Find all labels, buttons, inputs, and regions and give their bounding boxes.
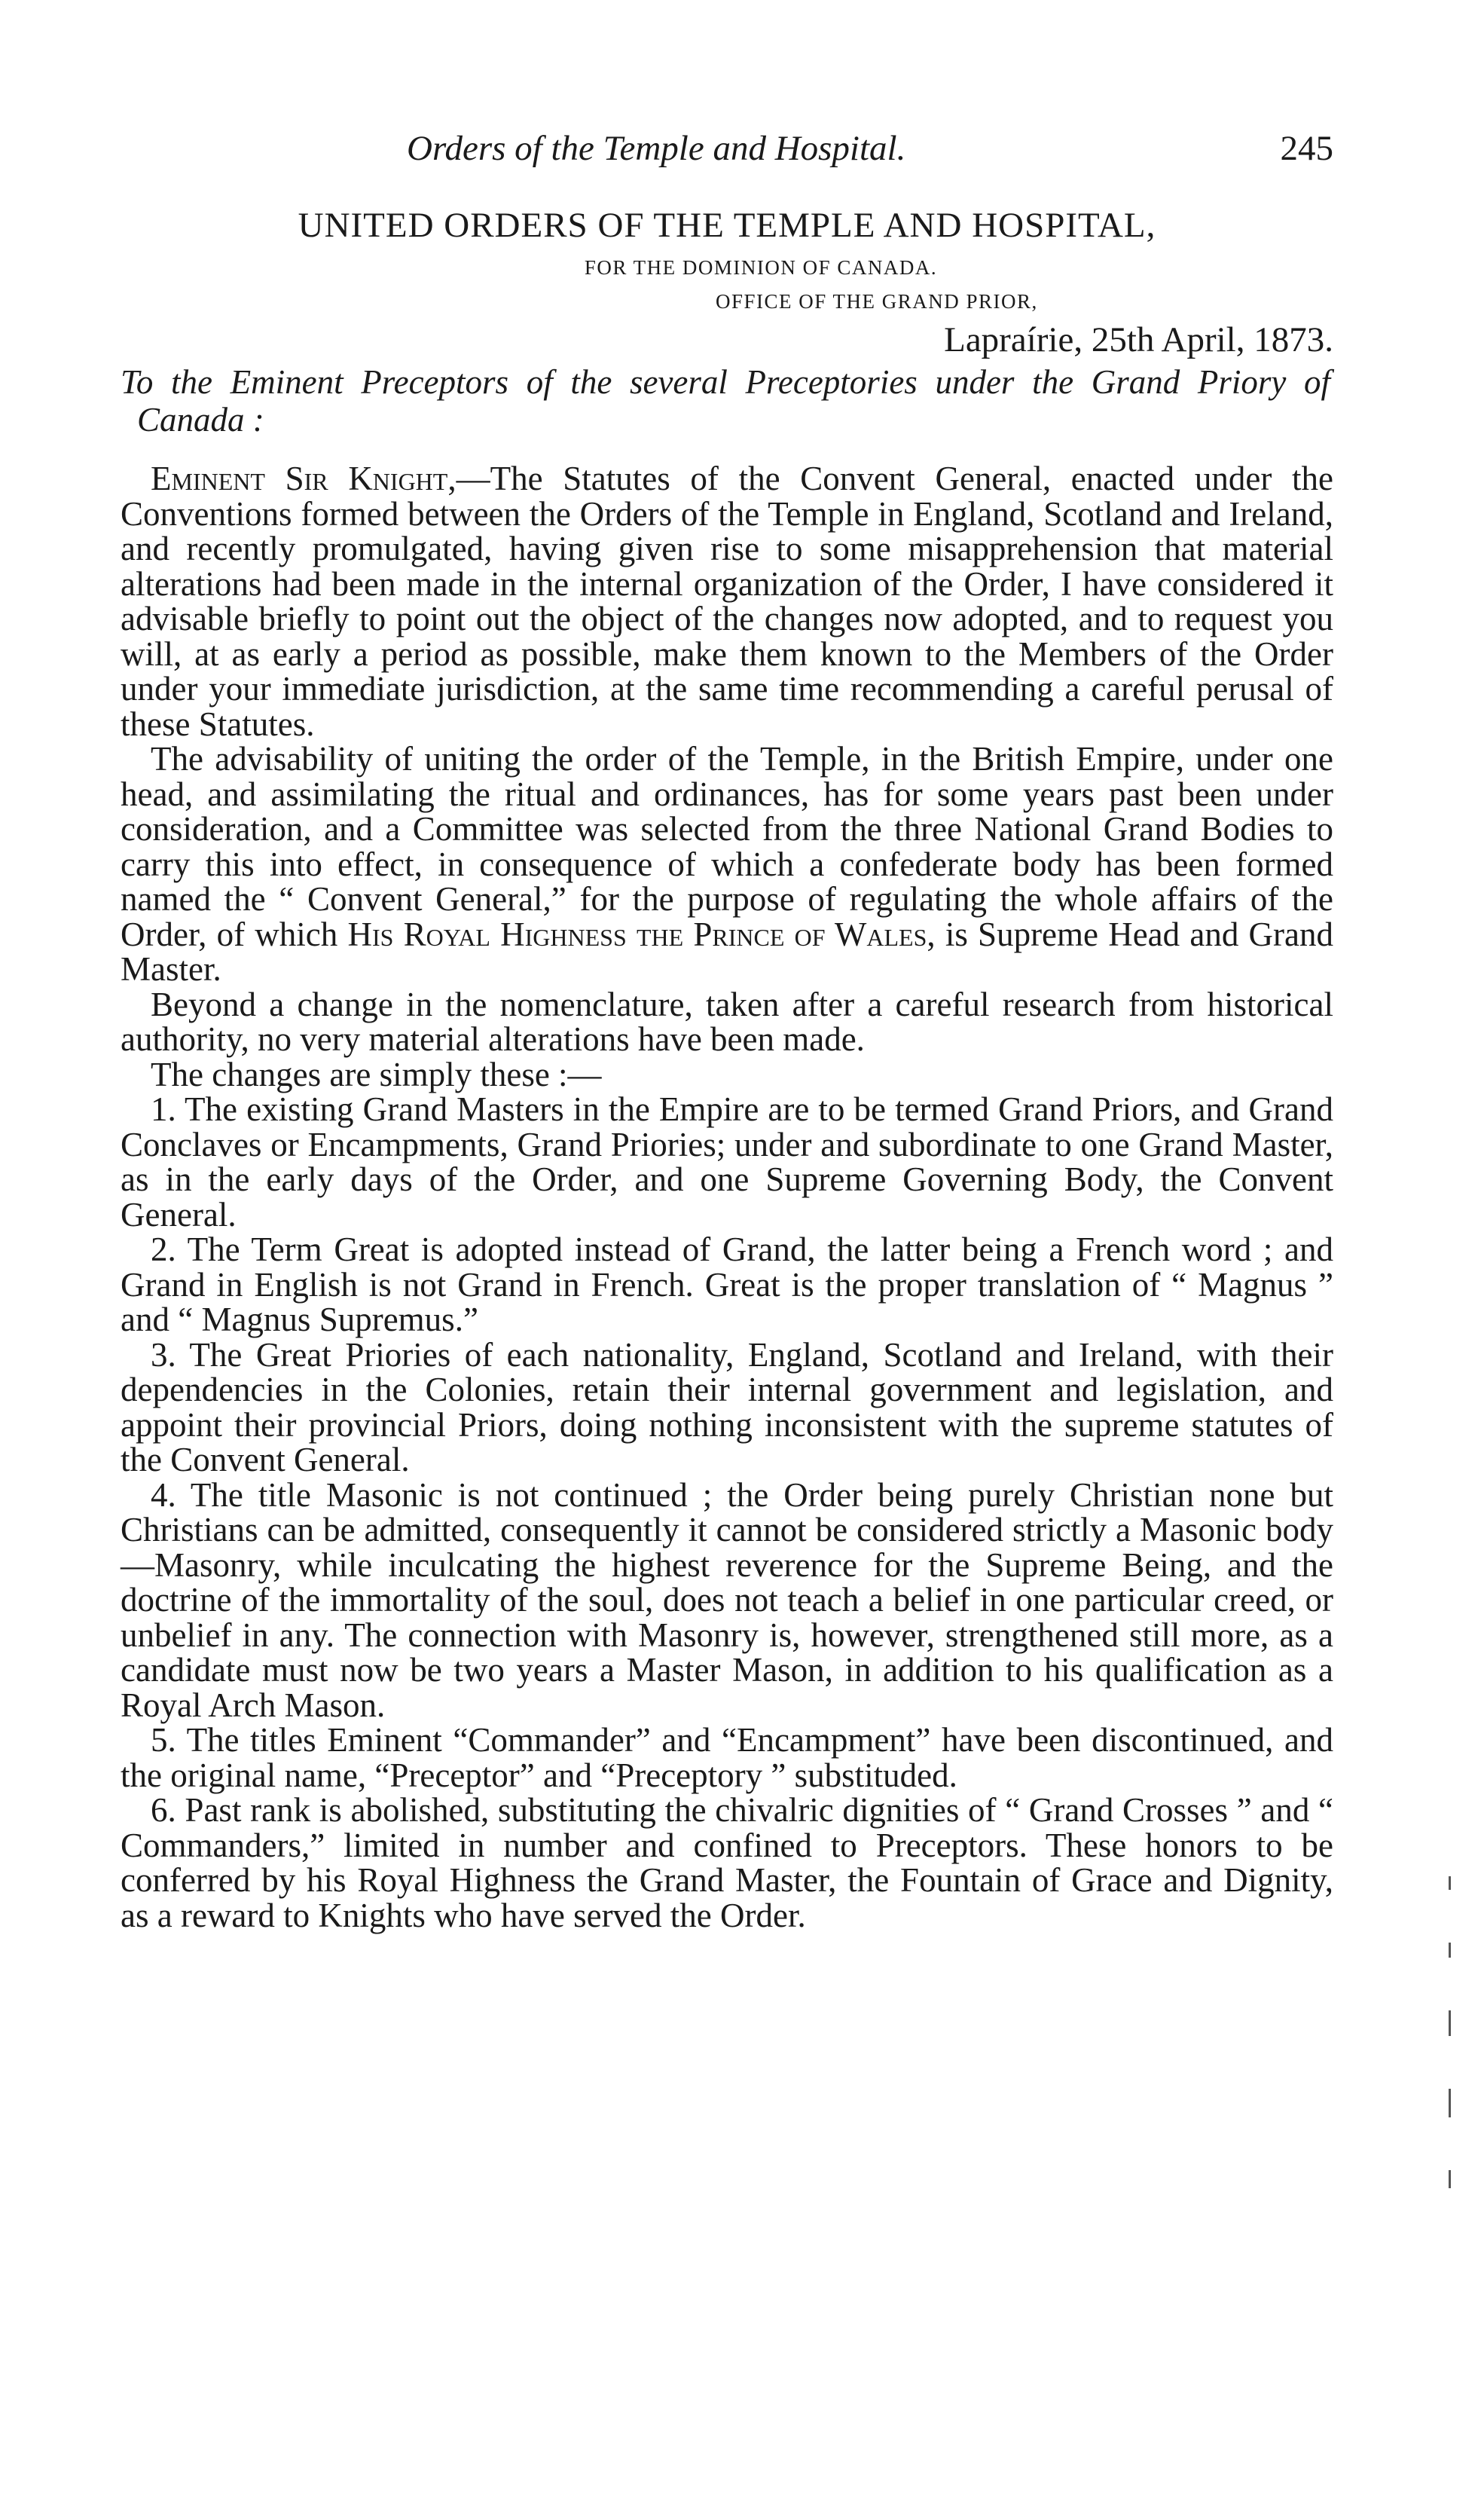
- list-item: 1. The existing Grand Masters in the Empire are to be termed Grand Priors, and Grand Conclaves or Encampments, Grand Priories; under and subordinate to one Grand Master, as in the early days of the Order, and one Supreme Governing Body, the Convent General.: [121, 1090, 1333, 1234]
- list-item: 6. Past rank is abolished, substituting the chivalric dignities of “ Grand Crosses ” and “ Commanders,” limited in number and confined to Preceptors. These honors to be conferred by his Royal Highness the Grand Master, the Fountain of Grace and Dignity, as a reward to Knights who have served the Order.: [121, 1791, 1333, 1934]
- greeting: Eminent Sir Knight,: [151, 460, 456, 497]
- letter-body: [121, 461, 1333, 1933]
- margin-mark: [1449, 2010, 1451, 2036]
- salutation-address: To the Eminent Preceptors of the several Preceptories under the Grand Priory of Canada :: [121, 363, 1330, 439]
- margin-mark: [1449, 2170, 1451, 2188]
- paragraph: [121, 461, 1333, 741]
- page-number: 245: [1280, 129, 1333, 168]
- paragraph: [121, 741, 1333, 987]
- paragraph: The changes are simply these :—: [151, 1055, 602, 1093]
- paragraph-text: —The Statutes of the Convent General, enacted under the Conventions formed between the Orders of the Temple in England, Scotland and Ireland, and recently promulgated, having given rise to some misapprehension that material alterations had been made in the internal organization of the Order, I have considered it advisable briefly to point out the object of the changes now adopted, and to request you will, at as early a period as possible, make them known to the Members of the Order under your immediate jurisdiction, at the same time recommending a careful perusal of these Statutes.: [121, 460, 1333, 743]
- margin-mark: [1449, 1876, 1451, 1890]
- sub-heading: FOR THE DOMINION OF CANADA.: [584, 256, 938, 279]
- list-item: 4. The title Masonic is not continued ; the Order being purely Christian none but Christians can be admitted, consequently it cannot be considered strictly a Masonic body—Masonry, while inculcating the highest reverence for the Supreme Being, and the doctrine of the immortality of the soul, does not teach a belief in one particular creed, or unbelief in any. The connection with Masonry is, however, strengthened still more, as a candidate must now be two years a Master Mason, in addition to his qualification as a Royal Arch Mason.: [121, 1475, 1333, 1724]
- main-heading: UNITED ORDERS OF THE TEMPLE AND HOSPITAL,: [298, 206, 1156, 245]
- paragraph: Beyond a change in the nomenclature, taken after a careful research from historical authority, no very material alterations have been made.: [121, 985, 1333, 1058]
- running-head: [121, 128, 1333, 173]
- dateline: Lapraírie, 25th April, 1873.: [944, 320, 1333, 359]
- running-head-title: Orders of the Temple and Hospital.: [407, 129, 906, 168]
- margin-mark: [1449, 2089, 1451, 2117]
- list-item: 5. The titles Eminent “Commander” and “Encampment” have been discontinued, and the original name, “Preceptor” and “Preceptory ” substituded.: [121, 1721, 1333, 1794]
- list-item: 2. The Term Great is adopted instead of Grand, the latter being a French word ; and Grand in English is not Grand in French. Great is the proper translation of “ Magnus ” and “ Magnus Supremus.”: [121, 1230, 1333, 1338]
- office-line: OFFICE OF THE GRAND PRIOR,: [716, 290, 1038, 313]
- page: [121, 128, 1333, 1933]
- royal-title: His Royal Highness the Prince of Wales: [347, 915, 927, 953]
- paragraph-text: The advisability of uniting the order of the Temple, in the British Empire, under one head, and assimilating the ritual and ordinances, has for some years past been under consideration, and a Committee was selected from the three National Grand Bodies to carry this into effect, in consequence of which a confederate body has been formed named the “ Convent General,” for the purpose of regulating the whole affairs of the Order, of which: [121, 740, 1333, 953]
- margin-marks: [1445, 1876, 1454, 2241]
- margin-mark: [1449, 1943, 1451, 1958]
- paragraph-text: , is Supreme Head and Grand Master.: [121, 915, 1333, 988]
- list-item: 3. The Great Priories of each nationality, England, Scotland and Ireland, with their dependencies in the Colonies, retain their internal government and legislation, and appoint their provincial Priors, doing nothing inconsistent with the supreme statutes of the Convent General.: [121, 1335, 1333, 1478]
